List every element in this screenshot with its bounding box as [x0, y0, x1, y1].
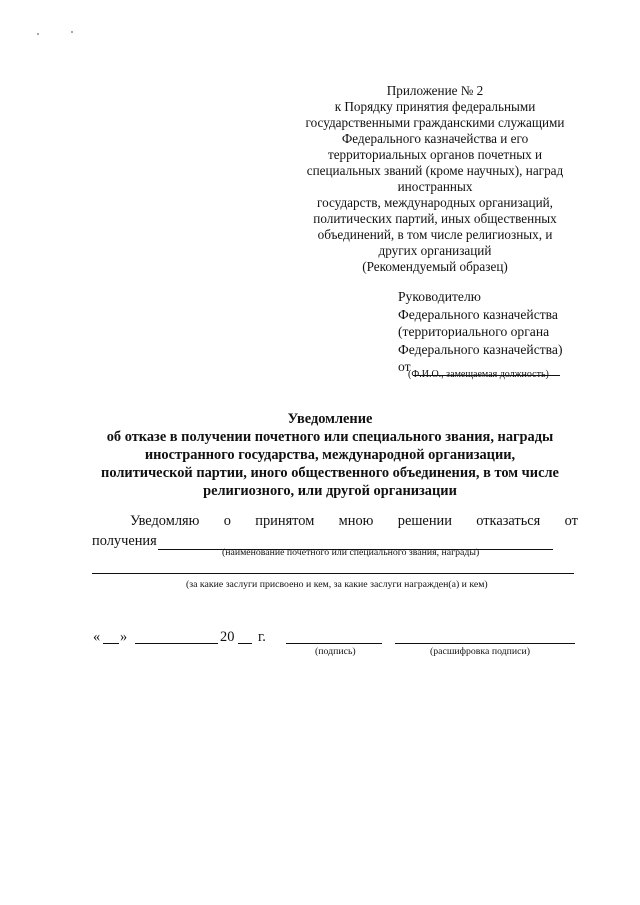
- appendix-line: специальных званий (кроме научных), наград: [306, 163, 564, 178]
- decoding-fill-line[interactable]: [395, 643, 575, 644]
- body-word: от: [564, 513, 578, 529]
- body-word: мною: [338, 513, 374, 529]
- merit-caption: (за какие заслуги присвоено и кем, за какие заслуги награжден(а) и кем): [186, 579, 488, 590]
- appendix-line: Федерального казначейства и его: [341, 131, 529, 146]
- quote-close: »: [120, 629, 128, 645]
- quote-open: «: [93, 629, 101, 645]
- addressee-line: Федерального казначейства): [398, 341, 563, 357]
- award-caption: (наименование почетного или специального звания, награды): [222, 547, 480, 558]
- appendix-line: политических партий, иных общественных: [313, 211, 557, 226]
- sample-label: (Рекомендуемый образец): [362, 259, 508, 274]
- year-fill-line[interactable]: [238, 643, 252, 644]
- body-word: принятом: [255, 513, 315, 529]
- year-prefix: 20: [220, 629, 235, 645]
- document-title: [60, 410, 600, 500]
- day-fill-line[interactable]: [103, 643, 119, 644]
- body-word: отказаться: [476, 513, 541, 529]
- addressee-line: (территориального органа: [398, 324, 550, 339]
- addressee-block: [398, 288, 588, 376]
- from-caption: (Ф.И.О., замещаемая должность): [408, 369, 549, 380]
- appendix-line: государственными гражданскими служащими: [305, 115, 565, 130]
- title-line: иностранного государства, международной организации,: [144, 447, 516, 463]
- title-line: религиозного, или другой организации: [203, 483, 457, 499]
- receipt-label: получения: [92, 533, 157, 549]
- body-word: Уведомляю: [130, 513, 200, 529]
- title-line: политической партии, иного общественного объединения, в том числе: [101, 465, 559, 481]
- addressee-line: Руководителю: [398, 289, 481, 304]
- year-suffix: г.: [258, 629, 266, 645]
- decoding-caption: (расшифровка подписи): [430, 646, 531, 657]
- body-first-line: [130, 513, 578, 530]
- appendix-line: объединений, в том числе религиозных, и: [317, 227, 553, 242]
- appendix-line: к Порядку принятия федеральными: [334, 99, 536, 114]
- title-line: об отказе в получении почетного или специального звания, награды: [106, 429, 554, 445]
- appendix-line: других организаций: [378, 243, 492, 258]
- signature-caption: (подпись): [315, 646, 356, 657]
- merit-fill-line[interactable]: [92, 573, 574, 574]
- signature-fill-line[interactable]: [286, 643, 382, 644]
- from-label: от: [398, 359, 411, 374]
- appendix-line: государств, международных организаций,: [317, 195, 553, 210]
- body-word: о: [223, 513, 231, 529]
- month-fill-line[interactable]: [135, 643, 218, 644]
- appendix-line: иностранных: [397, 179, 473, 194]
- appendix-block: [300, 83, 570, 259]
- title-line: Уведомление: [287, 411, 373, 427]
- scan-speck: [37, 33, 39, 35]
- addressee-line: Федерального казначейства: [398, 306, 558, 322]
- appendix-line: территориальных органов почетных и: [327, 147, 543, 162]
- body-word: решении: [397, 513, 452, 529]
- scan-speck: [71, 31, 73, 33]
- appendix-line: Приложение № 2: [386, 83, 484, 98]
